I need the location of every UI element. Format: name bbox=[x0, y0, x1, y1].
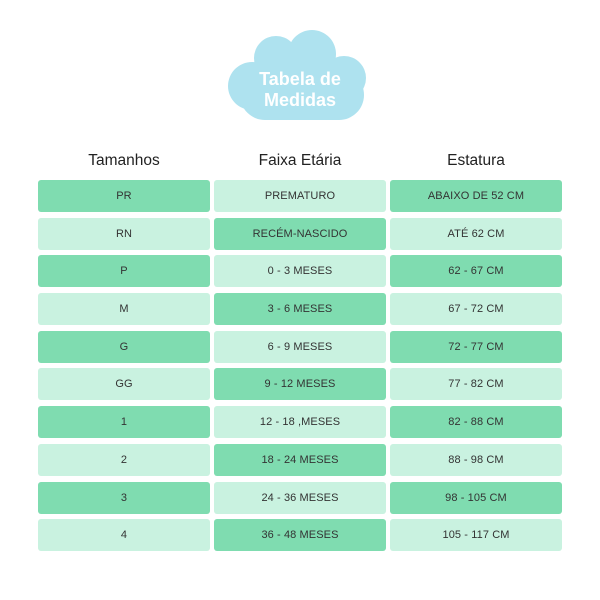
age-cell: PREMATURO bbox=[214, 180, 386, 212]
size-cell: M bbox=[38, 293, 210, 325]
age-cell: RECÉM-NASCIDO bbox=[214, 218, 386, 250]
size-cell: P bbox=[38, 255, 210, 287]
age-cell: 36 - 48 MESES bbox=[214, 519, 386, 551]
age-cell: 18 - 24 MESES bbox=[214, 444, 386, 476]
header-faixa-etaria: Faixa Etária bbox=[258, 152, 342, 169]
height-cell: 105 - 117 CM bbox=[390, 519, 562, 551]
table-row bbox=[38, 255, 562, 287]
size-cell: PR bbox=[38, 180, 210, 212]
table-row bbox=[38, 218, 562, 250]
table-row bbox=[38, 406, 562, 438]
page-title bbox=[220, 69, 380, 111]
height-cell: ATÉ 62 CM bbox=[390, 218, 562, 250]
age-cell: 6 - 9 MESES bbox=[214, 331, 386, 363]
size-cell: GG bbox=[38, 368, 210, 400]
size-table bbox=[38, 180, 562, 557]
table-row bbox=[38, 293, 562, 325]
age-cell: 24 - 36 MESES bbox=[214, 482, 386, 514]
header-tamanhos: Tamanhos bbox=[88, 152, 160, 169]
table-row bbox=[38, 519, 562, 551]
table-row bbox=[38, 444, 562, 476]
height-cell: 62 - 67 CM bbox=[390, 255, 562, 287]
table-row bbox=[38, 331, 562, 363]
height-cell: 67 - 72 CM bbox=[390, 293, 562, 325]
size-cell: 4 bbox=[38, 519, 210, 551]
height-cell: 88 - 98 CM bbox=[390, 444, 562, 476]
age-cell: 0 - 3 MESES bbox=[214, 255, 386, 287]
height-cell: 72 - 77 CM bbox=[390, 331, 562, 363]
size-cell: RN bbox=[38, 218, 210, 250]
age-cell: 9 - 12 MESES bbox=[214, 368, 386, 400]
height-cell: 77 - 82 CM bbox=[390, 368, 562, 400]
table-header bbox=[38, 152, 562, 174]
size-cell: 1 bbox=[38, 406, 210, 438]
age-cell: 3 - 6 MESES bbox=[214, 293, 386, 325]
title-cloud-badge bbox=[220, 28, 380, 124]
header-estatura: Estatura bbox=[447, 152, 505, 169]
table-row bbox=[38, 368, 562, 400]
table-row bbox=[38, 180, 562, 212]
title-line-2: Medidas bbox=[263, 90, 337, 110]
size-cell: 3 bbox=[38, 482, 210, 514]
size-cell: G bbox=[38, 331, 210, 363]
table-row bbox=[38, 482, 562, 514]
height-cell: ABAIXO DE 52 CM bbox=[390, 180, 562, 212]
age-cell: 12 - 18 ,MESES bbox=[214, 406, 386, 438]
title-line-1: Tabela de bbox=[259, 69, 341, 89]
height-cell: 98 - 105 CM bbox=[390, 482, 562, 514]
height-cell: 82 - 88 CM bbox=[390, 406, 562, 438]
size-cell: 2 bbox=[38, 444, 210, 476]
